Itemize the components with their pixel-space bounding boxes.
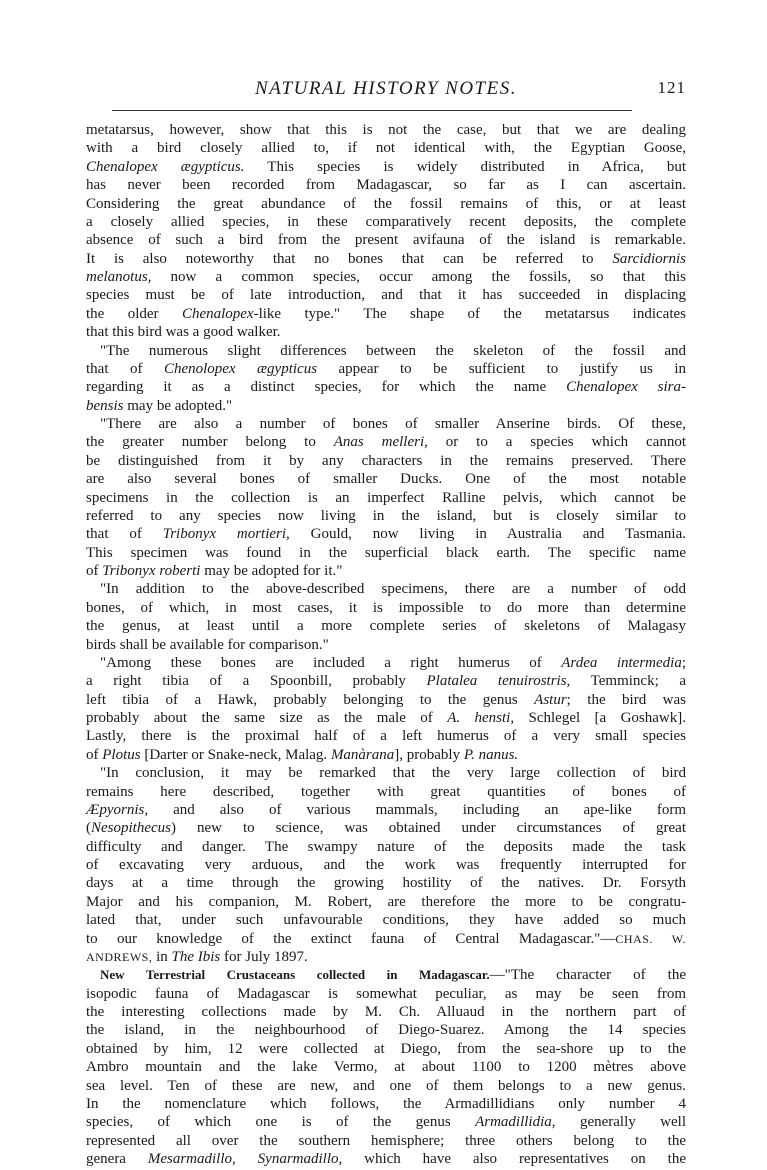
text-run: —"The character of the: [489, 967, 686, 984]
text-line: [86, 783, 686, 801]
text-run: Astur: [534, 691, 567, 708]
text-run: sea level. Ten of these are new, and one of them belongs to a new genus.: [86, 1077, 686, 1094]
text-line: [86, 176, 686, 194]
text-line: [86, 948, 686, 966]
text-run: "Among these bones are included a right humerus of: [100, 654, 562, 671]
text-line: [86, 250, 686, 268]
text-line: [86, 1021, 686, 1039]
text-run: Tribonyx mortieri,: [162, 526, 290, 543]
text-run: Chenalopex ægypticus.: [86, 158, 245, 175]
text-run: regarding it as a distinct species, for which the name: [86, 379, 567, 396]
text-run: Gould, now living in Australia and Tasmania.: [289, 526, 686, 543]
text-line: [86, 1150, 686, 1168]
text-run: a closely allied species, in these comparatively recent deposits, the complete: [86, 213, 686, 230]
text-line: [86, 360, 686, 378]
text-line: [86, 672, 686, 690]
text-run: -like type." The shape of the metatarsus indicates: [253, 305, 686, 322]
text-run: specimens in the collection is an imperfect Ralline pelvis, which cannot be: [86, 489, 686, 506]
text-run: Considering the great abundance of the fossil remains of this, or at least: [86, 195, 686, 212]
text-run: A. hensti,: [447, 710, 515, 726]
text-run: which have also representatives on the: [342, 1151, 686, 1167]
text-run: CHAS. W.: [615, 931, 686, 946]
text-run: ], probably: [394, 746, 464, 763]
text-line: [86, 139, 686, 157]
text-run: ;: [681, 654, 686, 671]
text-line: [86, 452, 686, 470]
text-run: Tribonyx roberti: [102, 563, 201, 579]
text-run: that this bird was a good walker.: [86, 324, 281, 341]
text-line: [86, 1113, 686, 1131]
text-line: [86, 158, 686, 176]
text-run: "The numerous slight differences between the skeleton of the fossil and: [100, 342, 686, 359]
text-run: Ardea intermedia: [561, 654, 682, 671]
text-run: with a bird closely allied to, if not identical with, the Egyptian Goose,: [86, 140, 686, 157]
text-line: [86, 691, 686, 709]
text-run: the interesting collections made by M. Ch. Alluaud in the northern part of: [86, 1004, 686, 1020]
text-line: [86, 966, 686, 984]
text-line: [86, 580, 686, 598]
text-line: [86, 544, 686, 562]
text-run: "There are also a number of bones of smaller Anserine birds. Of these,: [100, 416, 686, 432]
page-number: 121: [657, 78, 686, 97]
text-line: [86, 746, 686, 764]
text-run: species must be of late introduction, and that it has succeeded in displacing: [86, 287, 686, 304]
text-run: Platalea tenuirostris,: [426, 673, 571, 690]
text-run: represented all over the southern hemisphere; three others belong to the: [86, 1132, 686, 1149]
text-run: difficulty and danger. The swampy nature of the deposits made the task: [86, 838, 686, 855]
text-run: Chenolopex ægypticus: [163, 360, 318, 377]
text-run: left tibia of a Hawk, probably belonging to the genus: [86, 691, 535, 708]
text-run: New Terrestrial Crustaceans collected in Madagascar.: [100, 967, 490, 983]
page-header: [86, 78, 686, 108]
running-title: NATURAL HISTORY NOTES.: [255, 78, 517, 99]
text-run: obtained by him, 12 were collected at Diego, from the sea-shore up to the: [86, 1040, 686, 1057]
text-run: of: [86, 746, 103, 763]
text-line: [86, 342, 686, 360]
text-run: now a common species, occur among the fossils, so that this: [151, 269, 686, 285]
text-run: the island, in the neighbourhood of Diego-Suarez. Among the 14 species: [86, 1022, 686, 1039]
text-run: This specimen was found in the superficial black earth. The specific name: [86, 544, 686, 561]
text-line: [86, 415, 686, 433]
text-line: [86, 489, 686, 507]
text-run: It is also noteworthy that no bones that can be referred to: [86, 250, 613, 267]
text-line: [86, 231, 686, 249]
text-run: for July 1897.: [220, 948, 308, 965]
text-line: [86, 213, 686, 231]
text-run: days at a time through the growing hostility of the natives. Dr. Forsyth: [86, 875, 686, 892]
text-run: Lastly, there is the proximal half of a left humerus of a very small species: [86, 728, 686, 745]
text-run: ; the bird was: [566, 691, 686, 708]
text-run: the older: [86, 305, 182, 322]
text-line: [86, 856, 686, 874]
text-run: referred to any species now living in the island, but is closely similar to: [86, 507, 686, 524]
text-line: [86, 433, 686, 451]
text-line: [86, 323, 686, 341]
text-run: birds shall be available for comparison.": [86, 636, 329, 653]
body-text: [86, 121, 686, 1168]
text-run: Ambro mountain and the lake Vermo, at about 1100 to 1200 mètres above: [86, 1059, 686, 1076]
text-run: a right tibia of a Spoonbill, probably: [86, 673, 427, 690]
text-run: "In conclusion, it may be remarked that the very large collection of bird: [100, 765, 686, 782]
text-run: that of: [86, 360, 164, 377]
text-run: ) new to science, was obtained under circumstances of great: [171, 820, 686, 837]
text-run: of excavating very arduous, and the work was frequently interrupted for: [86, 857, 686, 873]
text-run: lated that, under such unfavourable conditions, they have added so much: [86, 912, 686, 929]
text-line: [86, 727, 686, 745]
text-run: or to a species which cannot: [427, 434, 686, 451]
text-run: In the nomenclature which follows, the Armadillidians only number 4: [86, 1095, 686, 1112]
text-line: [86, 1003, 686, 1021]
text-run: [Darter or Snake-neck, Malag.: [140, 746, 331, 763]
text-line: [86, 599, 686, 617]
text-line: [86, 654, 686, 672]
text-line: [86, 1132, 686, 1150]
text-run: Æpyornis,: [86, 801, 149, 818]
text-run: Sarcidiornis: [612, 250, 686, 267]
text-run: Schlegel [a Goshawk].: [514, 710, 687, 726]
text-line: [86, 838, 686, 856]
text-line: [86, 286, 686, 304]
text-run: may be adopted for it.": [200, 563, 343, 579]
text-line: [86, 911, 686, 929]
text-line: [86, 397, 686, 415]
text-run: Nesopithecus: [91, 820, 171, 837]
text-line: [86, 985, 686, 1003]
text-run: bensis: [86, 397, 124, 414]
text-line: [86, 764, 686, 782]
text-run: Mesarmadillo, Synarmadillo,: [147, 1151, 343, 1167]
text-run: Anas melleri,: [333, 434, 428, 451]
text-line: [86, 893, 686, 911]
text-run: Chenalopex: [181, 305, 254, 322]
text-line: [86, 1058, 686, 1076]
text-run: P. nanus.: [463, 746, 519, 763]
text-line: [86, 470, 686, 488]
text-run: ANDREWS,: [86, 949, 153, 964]
text-run: and also of various mammals, including an ape-like form: [148, 801, 686, 818]
text-run: that of: [86, 526, 163, 543]
text-line: [86, 1040, 686, 1058]
text-line: [86, 525, 686, 543]
text-run: melanotus,: [86, 269, 152, 285]
text-line: [86, 1095, 686, 1113]
text-line: [86, 874, 686, 892]
text-run: Temminck; a: [570, 673, 686, 690]
text-line: [86, 121, 686, 139]
text-run: This species is widely distributed in Africa, but: [244, 158, 686, 175]
text-run: "In addition to the above-described specimens, there are a number of odd: [100, 581, 686, 598]
text-line: [86, 195, 686, 213]
text-run: be distinguished from it by any characters in the remains preserved. There: [86, 452, 686, 469]
text-run: bones, of which, in most cases, it is impossible to do more than determine: [86, 599, 686, 616]
text-run: Armadillidia,: [475, 1114, 556, 1131]
text-line: [86, 709, 686, 727]
header-rule: [112, 110, 632, 111]
text-run: absence of such a bird from the present avifauna of the island is remarkable.: [86, 232, 686, 249]
text-run: of: [86, 563, 103, 579]
text-run: has never been recorded from Madagascar, so far as I can ascertain.: [86, 177, 686, 194]
text-run: Major and his companion, M. Robert, are therefore the more to be congratu-: [86, 893, 686, 910]
text-run: the greater number belong to: [86, 434, 334, 451]
text-run: metatarsus, however, show that this is not the case, but that we are dealing: [86, 122, 686, 138]
text-line: [86, 1077, 686, 1095]
text-run: species, of which one is of the genus: [86, 1114, 476, 1131]
text-run: Manàrana: [330, 746, 395, 763]
text-line: [86, 636, 686, 654]
text-line: [86, 268, 686, 286]
text-run: appear to be sufficient to justify us in: [317, 360, 686, 377]
text-line: [86, 378, 686, 396]
text-line: [86, 507, 686, 525]
text-line: [86, 305, 686, 323]
text-run: Plotus: [102, 746, 141, 763]
text-run: (: [86, 820, 91, 837]
text-run: remains here described, together with great quantities of bones of: [86, 783, 686, 800]
text-run: probably about the same size as the male of: [86, 710, 448, 726]
text-run: may be adopted.": [123, 397, 233, 414]
text-line: [86, 801, 686, 819]
text-line: [86, 617, 686, 635]
text-line: [86, 562, 686, 580]
text-run: the genus, at least until a more complete series of skeletons of Malagasy: [86, 618, 686, 635]
text-run: generally well: [555, 1114, 686, 1131]
text-run: in: [152, 948, 172, 965]
text-run: genera: [86, 1151, 148, 1167]
text-run: Chenalopex sira-: [566, 379, 687, 396]
text-run: The Ibis: [171, 948, 221, 965]
text-run: isopodic fauna of Madagascar is somewhat peculiar, as may be seen from: [86, 985, 686, 1002]
text-line: [86, 930, 686, 948]
text-run: to our knowledge of the extinct fauna of Central Madagascar."—: [86, 930, 616, 947]
text-line: [86, 819, 686, 837]
text-run: are also several bones of smaller Ducks. One of the most notable: [86, 471, 686, 488]
